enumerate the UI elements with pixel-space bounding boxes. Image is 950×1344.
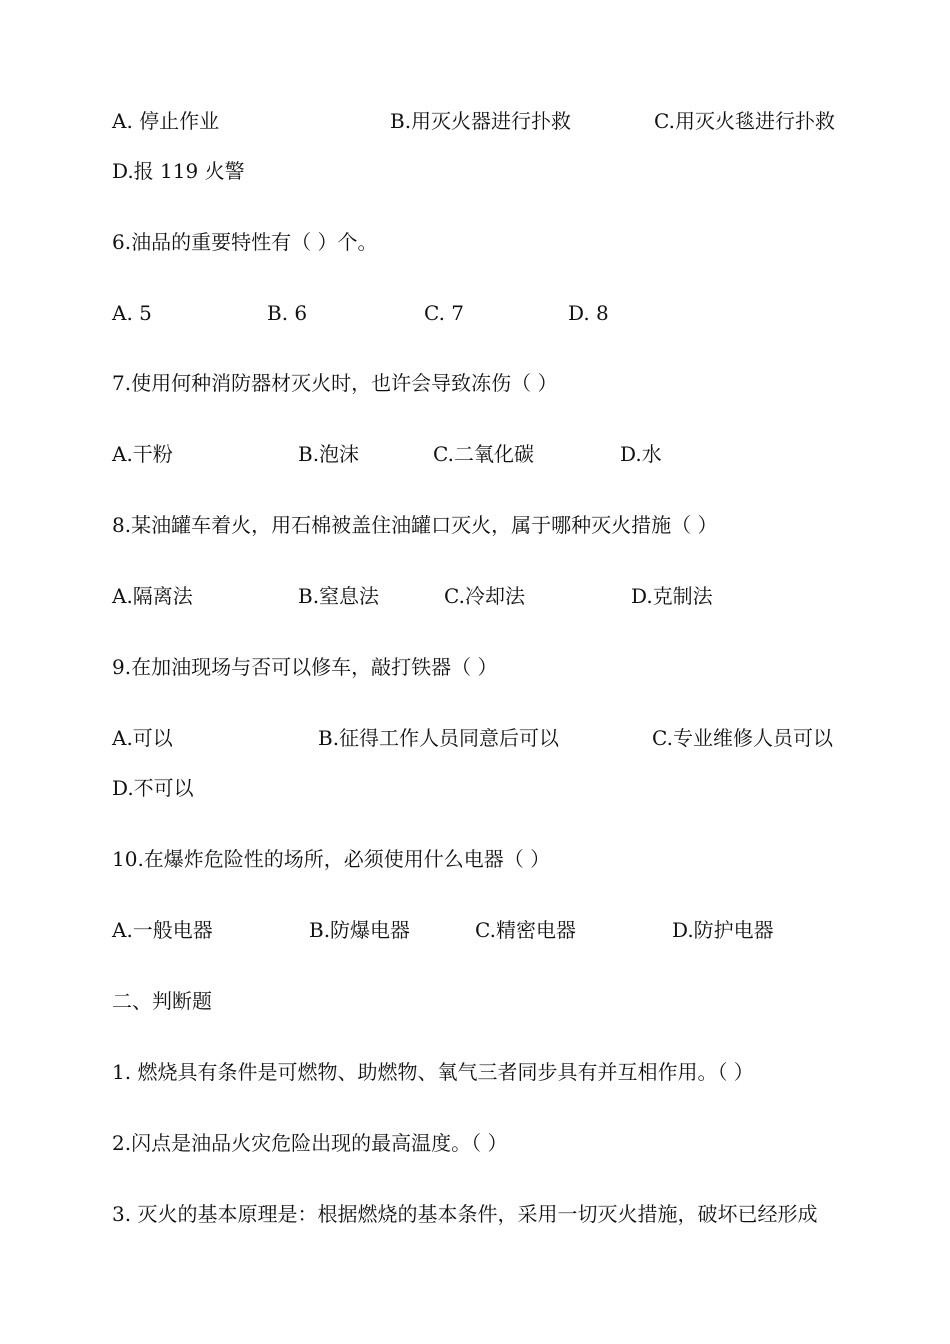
judgment-item-1: 1. 燃烧具有条件是可燃物、助燃物、氧气三者同步具有并互相作用。（ ） (112, 1060, 754, 1084)
judgment-item-3: 3. 灭火的基本原理是：根据燃烧的基本条件，采用一切灭火措施，破坏已经形成 (112, 1202, 818, 1226)
q7-option-b: B.泡沫 (298, 442, 360, 466)
q6-option-a: A. 5 (112, 301, 152, 325)
q6-option-d: D. 8 (568, 301, 609, 325)
q8-option-d: D.克制法 (631, 584, 713, 608)
q5-option-a: A. 停止作业 (112, 109, 220, 133)
q10-stem: 10.在爆炸危险性的场所，必须使用什么电器（ ） (112, 847, 551, 871)
q10-option-a: A.一般电器 (112, 918, 213, 942)
q10-option-d: D.防护电器 (672, 918, 774, 942)
q5-option-b: B.用灭火器进行扑救 (390, 109, 572, 133)
judgment-item-2: 2.闪点是油品火灾危险出现的最高温度。（ ） (112, 1131, 508, 1155)
q9-option-a: A.可以 (112, 726, 173, 750)
q7-option-d: D.水 (620, 442, 662, 466)
q5-option-c: C.用灭火毯进行扑救 (654, 109, 835, 133)
q8-option-a: A.隔离法 (112, 584, 193, 608)
q6-option-c: C. 7 (424, 301, 465, 325)
q9-option-c: C.专业维修人员可以 (652, 726, 833, 750)
q8-option-b: B.窒息法 (298, 584, 380, 608)
q7-option-a: A.干粉 (112, 442, 173, 466)
q9-option-d: D.不可以 (112, 776, 194, 800)
q9-option-b: B.征得工作人员同意后可以 (318, 726, 560, 750)
q6-option-b: B. 6 (267, 301, 308, 325)
q10-option-c: C.精密电器 (475, 918, 576, 942)
q6-stem: 6.油品的重要特性有（ ）个。 (112, 230, 378, 254)
q7-stem: 7.使用何种消防器材灭火时，也许会导致冻伤（ ） (112, 371, 558, 395)
q5-option-d: D.报 119 火警 (112, 159, 245, 183)
q7-option-c: C.二氧化碳 (433, 442, 534, 466)
q10-option-b: B.防爆电器 (309, 918, 411, 942)
q8-option-c: C.冷却法 (444, 584, 525, 608)
section-heading-judgment: 二、判断题 (112, 989, 212, 1013)
q9-stem: 9.在加油现场与否可以修车，敲打铁器（ ） (112, 655, 498, 679)
q8-stem: 8.某油罐车着火，用石棉被盖住油罐口灭火，属于哪种灭火措施（ ） (112, 513, 718, 537)
